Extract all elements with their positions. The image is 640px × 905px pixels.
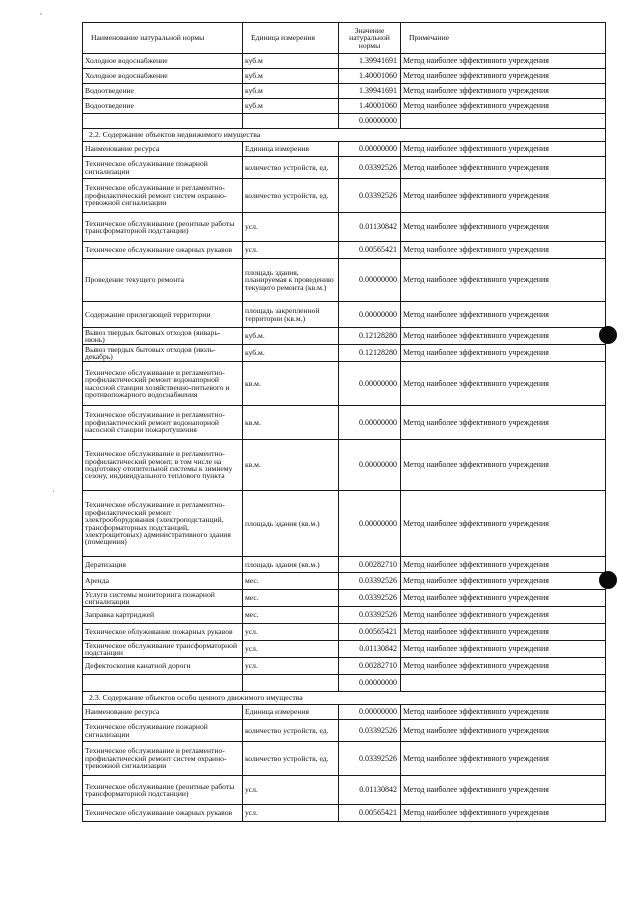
cell-note: Метод наиболее эффективного учреждения — [401, 142, 606, 157]
table-row — [83, 362, 606, 406]
cell-value: 0.12128280 — [339, 328, 401, 345]
cell-note — [401, 114, 606, 129]
header-unit: Единица измерения — [243, 23, 339, 54]
cell-unit: куб.м. — [243, 328, 339, 345]
cell-note: Метод наиболее эффективного учреждения — [401, 557, 606, 573]
section-row — [83, 129, 606, 142]
cell-value: 0.00000000 — [339, 675, 401, 692]
table-row — [83, 491, 606, 557]
norms-table — [82, 22, 606, 822]
cell-name: Техническое обслуживание (реонтные работы трансформаторной подстанции) — [83, 776, 243, 805]
cell-value: 0.12128280 — [339, 345, 401, 362]
cell-value: 0.03392526 — [339, 742, 401, 776]
cell-value: 0.01130842 — [339, 776, 401, 805]
cell-unit: усл. — [243, 624, 339, 641]
table-row — [83, 259, 606, 302]
cell-note: Метод наиболее эффективного учреждения — [401, 590, 606, 607]
cell-note: Метод наиболее эффективного учреждения — [401, 345, 606, 362]
table-row — [83, 440, 606, 491]
cell-name: Водоотведение — [83, 84, 243, 99]
cell-note — [401, 675, 606, 692]
table-row — [83, 142, 606, 157]
cell-name: Техническое обслуживание и регламентно-профилактический ремонт, в том числе на подготовку отопительной системы к зимнему сезону, индивидуального теплового пункта — [83, 440, 243, 491]
cell-value: 0.00000000 — [339, 259, 401, 302]
cell-unit: усл. — [243, 641, 339, 658]
cell-note: Метод наиболее эффективного учреждения — [401, 302, 606, 328]
cell-value: 0.00000000 — [339, 406, 401, 440]
table-row — [83, 345, 606, 362]
cell-value: 0.03392526 — [339, 607, 401, 624]
cell-name: Наименование ресурса — [83, 142, 243, 157]
table-row — [83, 573, 606, 590]
table-row — [83, 84, 606, 99]
cell-unit: усл. — [243, 213, 339, 242]
table-row — [83, 742, 606, 776]
cell-value: 1.40001060 — [339, 69, 401, 84]
cell-note: Метод наиболее эффективного учреждения — [401, 624, 606, 641]
cell-name: Холодное водоснабжение — [83, 54, 243, 69]
section-title: 2.2. Содержание объектов недвижимого имущества — [83, 129, 606, 142]
table-row — [83, 776, 606, 805]
cell-note: Метод наиболее эффективного учреждения — [401, 99, 606, 114]
cell-name: Водоотведение — [83, 99, 243, 114]
cell-name: Техническое обслуживание и регламентно-профилактический ремонт систем охранно-тревожной сигнализации — [83, 179, 243, 213]
header-name: Наименование натуральной нормы — [83, 23, 243, 54]
cell-unit: Единица измерения — [243, 705, 339, 720]
cell-name: Техническое обслуживание ожарных рукавов — [83, 805, 243, 822]
cell-value: 0.00000000 — [339, 302, 401, 328]
cell-note: Метод наиболее эффективного учреждения — [401, 362, 606, 406]
table-row — [83, 242, 606, 259]
cell-note: Метод наиболее эффективного учреждения — [401, 440, 606, 491]
cell-value: 0.00000000 — [339, 705, 401, 720]
cell-name: Техническое обслуживание и регламентно-профилактический ремонт систем охранно-тревожной сигнализации — [83, 742, 243, 776]
cell-value: 0.01130842 — [339, 213, 401, 242]
cell-unit: площадь закрепленной территории (кв.м.) — [243, 302, 339, 328]
cell-note: Метод наиболее эффективного учреждения — [401, 84, 606, 99]
table-row — [83, 157, 606, 179]
cell-unit: кв.м. — [243, 406, 339, 440]
header-note: Примечание — [401, 23, 606, 54]
cell-note: Метод наиболее эффективного учреждения — [401, 641, 606, 658]
cell-unit: мес. — [243, 607, 339, 624]
table-row — [83, 328, 606, 345]
cell-name: Проведение текущего ремонта — [83, 259, 243, 302]
cell-value: 0.00000000 — [339, 491, 401, 557]
cell-name: Техническое обслуживание и регламентно-профилактический ремонт электрооборудования (электроподстанций, трансформаторных подстанций, электрощитовых) административного здания (помещения) — [83, 491, 243, 557]
cell-note: Метод наиболее эффективного учреждения — [401, 805, 606, 822]
cell-value: 0.00000000 — [339, 142, 401, 157]
cell-unit: мес. — [243, 573, 339, 590]
cell-value: 0.03392526 — [339, 720, 401, 742]
cell-note: Метод наиболее эффективного учреждения — [401, 658, 606, 675]
punch-hole — [599, 326, 617, 344]
header-value: Значение натуральной нормы — [339, 23, 401, 54]
cell-note: Метод наиболее эффективного учреждения — [401, 776, 606, 805]
cell-note: Метод наиболее эффективного учреждения — [401, 742, 606, 776]
cell-unit: площадь здания (кв.м.) — [243, 491, 339, 557]
cell-name: Техническое обслуживание пожарной сигнализации — [83, 720, 243, 742]
cell-name: Техническое обслуживание и регламентно-профилактический ремонт водонапорной насосной станции хозяйственно-питьевого и противопожарного водоснабжения — [83, 362, 243, 406]
cell-unit: куб.м. — [243, 345, 339, 362]
table-row — [83, 675, 606, 692]
cell-unit: куб.м — [243, 84, 339, 99]
cell-name — [83, 675, 243, 692]
cell-name: Техническое обслуживание ожарных рукавов — [83, 242, 243, 259]
cell-note: Метод наиболее эффективного учреждения — [401, 54, 606, 69]
cell-name: Дератизация — [83, 557, 243, 573]
cell-name: Вывоз твердых бытовых отходов (январь-июнь) — [83, 328, 243, 345]
cell-name: Заправка картриджей — [83, 607, 243, 624]
cell-value: 0.00282710 — [339, 658, 401, 675]
cell-note: Метод наиболее эффективного учреждения — [401, 259, 606, 302]
cell-value: 0.00000000 — [339, 362, 401, 406]
table-row — [83, 607, 606, 624]
cell-unit: куб.м — [243, 54, 339, 69]
table-row — [83, 302, 606, 328]
table-row — [83, 705, 606, 720]
cell-value: 0.00565421 — [339, 242, 401, 259]
section-row — [83, 692, 606, 705]
cell-unit: усл. — [243, 658, 339, 675]
punch-hole — [599, 571, 617, 589]
cell-name: Техническое обслуживание пожарной сигнализации — [83, 157, 243, 179]
table-row — [83, 658, 606, 675]
cell-value: 0.03392526 — [339, 157, 401, 179]
table-row — [83, 213, 606, 242]
cell-note: Метод наиболее эффективного учреждения — [401, 157, 606, 179]
cell-unit: кв.м. — [243, 362, 339, 406]
table-row — [83, 99, 606, 114]
cell-value: 0.03392526 — [339, 590, 401, 607]
cell-value: 0.03392526 — [339, 179, 401, 213]
table-row — [83, 69, 606, 84]
cell-name: Услуги системы мониторинга пожарной сигнализации — [83, 590, 243, 607]
cell-unit: мес. — [243, 590, 339, 607]
cell-name: Аренда — [83, 573, 243, 590]
cell-note: Метод наиболее эффективного учреждения — [401, 406, 606, 440]
scan-mark: · — [52, 487, 55, 496]
table-row — [83, 557, 606, 573]
cell-unit: количество устройств, ед. — [243, 742, 339, 776]
table-row — [83, 805, 606, 822]
cell-unit: усл. — [243, 776, 339, 805]
cell-unit: куб.м — [243, 99, 339, 114]
cell-name: Техническое обслуживание и регламентно-профилактический ремонт водонапорной насосной станции пожаротушения — [83, 406, 243, 440]
cell-note: Метод наиболее эффективного учреждения — [401, 607, 606, 624]
cell-name: Техническое обслуживание трансформаторной подстанции — [83, 641, 243, 658]
cell-note: Метод наиболее эффективного учреждения — [401, 179, 606, 213]
cell-unit: усл. — [243, 805, 339, 822]
cell-value: 0.00000000 — [339, 114, 401, 129]
table-row — [83, 720, 606, 742]
cell-name: Дефектоскопия канатной дороги — [83, 658, 243, 675]
table-row — [83, 590, 606, 607]
cell-unit — [243, 675, 339, 692]
table-row — [83, 179, 606, 213]
table-header-row — [83, 23, 606, 54]
cell-value: 1.40001060 — [339, 99, 401, 114]
cell-value: 1.39941691 — [339, 54, 401, 69]
cell-unit: куб.м — [243, 69, 339, 84]
cell-unit: усл. — [243, 242, 339, 259]
table-row — [83, 54, 606, 69]
cell-unit: количество устройств, ед. — [243, 179, 339, 213]
cell-unit: количество устройств, ед. — [243, 157, 339, 179]
cell-note: Метод наиболее эффективного учреждения — [401, 213, 606, 242]
cell-unit — [243, 114, 339, 129]
cell-name: Содержание прилегающей территории — [83, 302, 243, 328]
cell-value: 0.00565421 — [339, 805, 401, 822]
cell-name: Техническое обслуживание (реонтные работы трансформаторной подстанции) — [83, 213, 243, 242]
cell-unit: Единица измерения — [243, 142, 339, 157]
cell-note: Метод наиболее эффективного учреждения — [401, 705, 606, 720]
cell-note: Метод наиболее эффективного учреждения — [401, 720, 606, 742]
cell-name — [83, 114, 243, 129]
table-row — [83, 406, 606, 440]
cell-unit: площадь здания, планируемая к проведению текущего ремонта (кв.м.) — [243, 259, 339, 302]
cell-unit: площадь здания (кв.м.) — [243, 557, 339, 573]
cell-note: Метод наиболее эффективного учреждения — [401, 242, 606, 259]
section-title: 2.3. Содержание объектов особо ценного движимого имущества — [83, 692, 606, 705]
table-row — [83, 624, 606, 641]
cell-note: Метод наиболее эффективного учреждения — [401, 491, 606, 557]
table-row — [83, 641, 606, 658]
cell-value: 0.00565421 — [339, 624, 401, 641]
cell-value: 0.00000000 — [339, 440, 401, 491]
cell-unit: количество устройств, ед. — [243, 720, 339, 742]
cell-value: 0.03392526 — [339, 573, 401, 590]
cell-value: 1.39941691 — [339, 84, 401, 99]
cell-note: Метод наиболее эффективного учреждения — [401, 328, 606, 345]
cell-note: Метод наиболее эффективного учреждения — [401, 573, 606, 590]
cell-name: Техническое облуживание пожарных рукавов — [83, 624, 243, 641]
cell-value: 0.00282710 — [339, 557, 401, 573]
cell-name: Наименование ресурса — [83, 705, 243, 720]
cell-note: Метод наиболее эффективного учреждения — [401, 69, 606, 84]
scan-mark: , — [40, 7, 42, 16]
cell-value: 0.01130842 — [339, 641, 401, 658]
cell-name: Холодное водоснабжение — [83, 69, 243, 84]
cell-unit: кв.м. — [243, 440, 339, 491]
cell-name: Вывоз твердых бытовых отходов (июль-декабрь) — [83, 345, 243, 362]
table-row — [83, 114, 606, 129]
